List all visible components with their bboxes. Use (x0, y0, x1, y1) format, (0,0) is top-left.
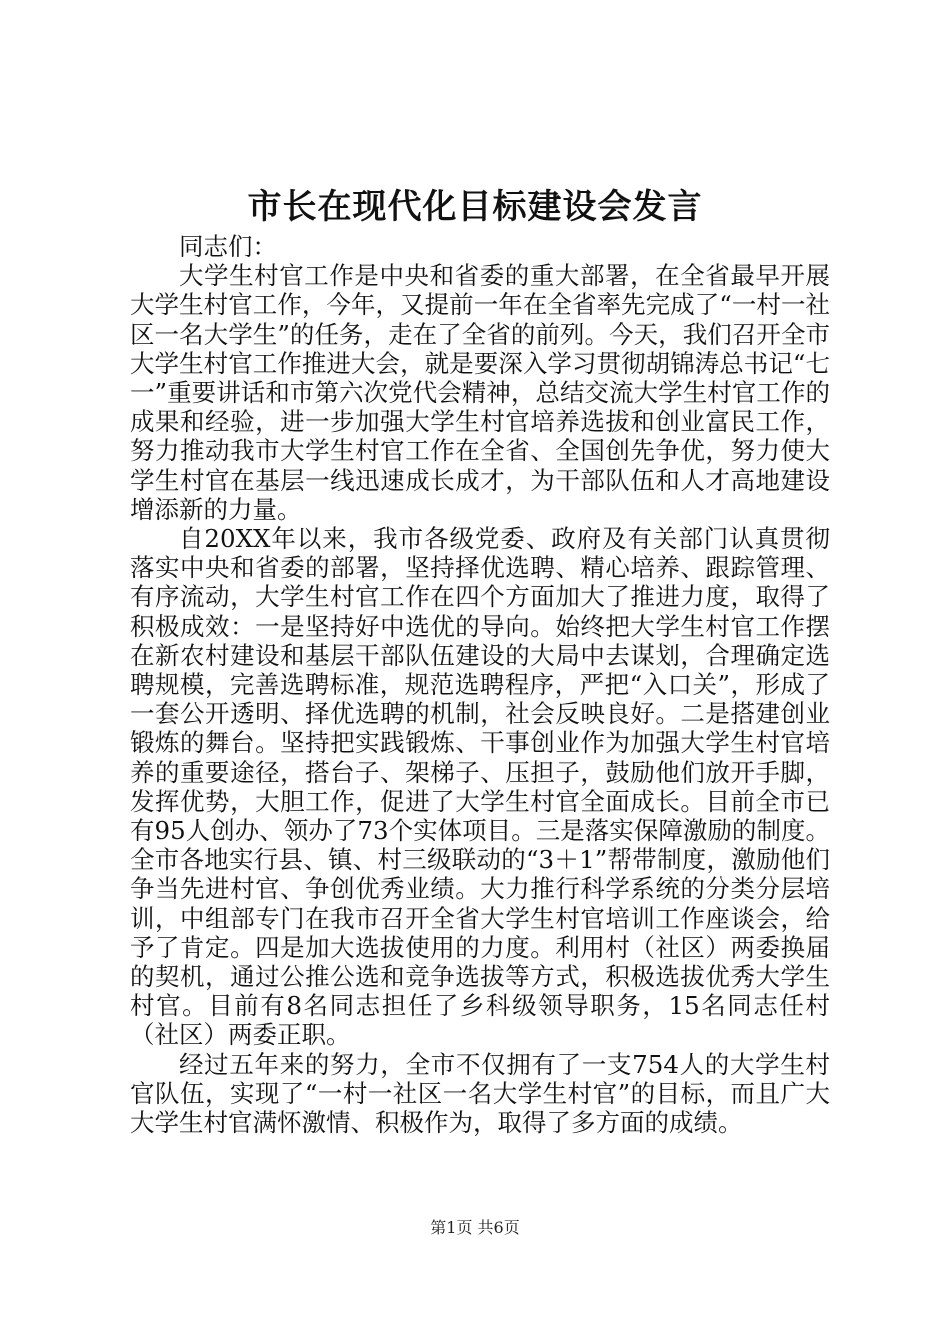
paragraph-1: 大学生村官工作是中央和省委的重大部署，在全省最早开展大学生村官工作，今年，又提前一年在全省率先完成了“一村一社区一名大学生”的任务，走在了全省的前列。今天，我们召开全市大学生村官工作推进大会，就是要深入学习贯彻胡锦涛总书记“七一”重要讲话和市第六次党代会精神，总结交流大学生村官工作的成果和经验，进一步加强大学生村官培养选拔和创业富民工作，努力推动我市大学生村官工作在全省、全国创先争优，努力使大学生村官在基层一线迅速成长成才，为干部队伍和人才高地建设增添新的力量。 (130, 261, 830, 524)
paragraph-2: 自20XX年以来，我市各级党委、政府及有关部门认真贯彻落实中央和省委的部署，坚持择优选聘、精心培养、跟踪管理、有序流动，大学生村官工作在四个方面加大了推进力度，取得了积极成效：一是坚持好中选优的导向。始终把大学生村官工作摆在新农村建设和基层干部队伍建设的大局中去谋划，合理确定选聘规模，完善选聘标准，规范选聘程序，严把“入口关”，形成了一套公开透明、择优选聘的机制，社会反映良好。二是搭建创业锻炼的舞台。坚持把实践锻炼、干事创业作为加强大学生村官培养的重要途径，搭台子、架梯子、压担子，鼓励他们放开手脚，发挥优势，大胆工作，促进了大学生村官全面成长。目前全市已有95人创办、领办了73个实体项目。三是落实保障激励的制度。全市各地实行县、镇、村三级联动的“3＋1”帮带制度，激励他们争当先进村官、争创优秀业绩。大力推行科学系统的分类分层培训，中组部专门在我市召开全省大学生村官培训工作座谈会，给予了肯定。四是加大选拔使用的力度。利用村（社区）两委换届的契机，通过公推公选和竞争选拔等方式，积极选拔优秀大学生村官。目前有8名同志担任了乡科级领导职务，15名同志任村（社区）两委正职。 (130, 524, 830, 1050)
paragraph-3: 经过五年来的努力，全市不仅拥有了一支754人的大学生村官队伍，实现了“一村一社区一名大学生村官”的目标，而且广大大学生村官满怀激情、积极作为，取得了多方面的成绩。 (130, 1049, 830, 1138)
page-footer: 第1页 共6页 (430, 1218, 520, 1237)
document-title: 市长在现代化目标建设会发言 (247, 187, 703, 227)
salutation: 同志们： (179, 232, 277, 261)
document-body (130, 232, 830, 1137)
